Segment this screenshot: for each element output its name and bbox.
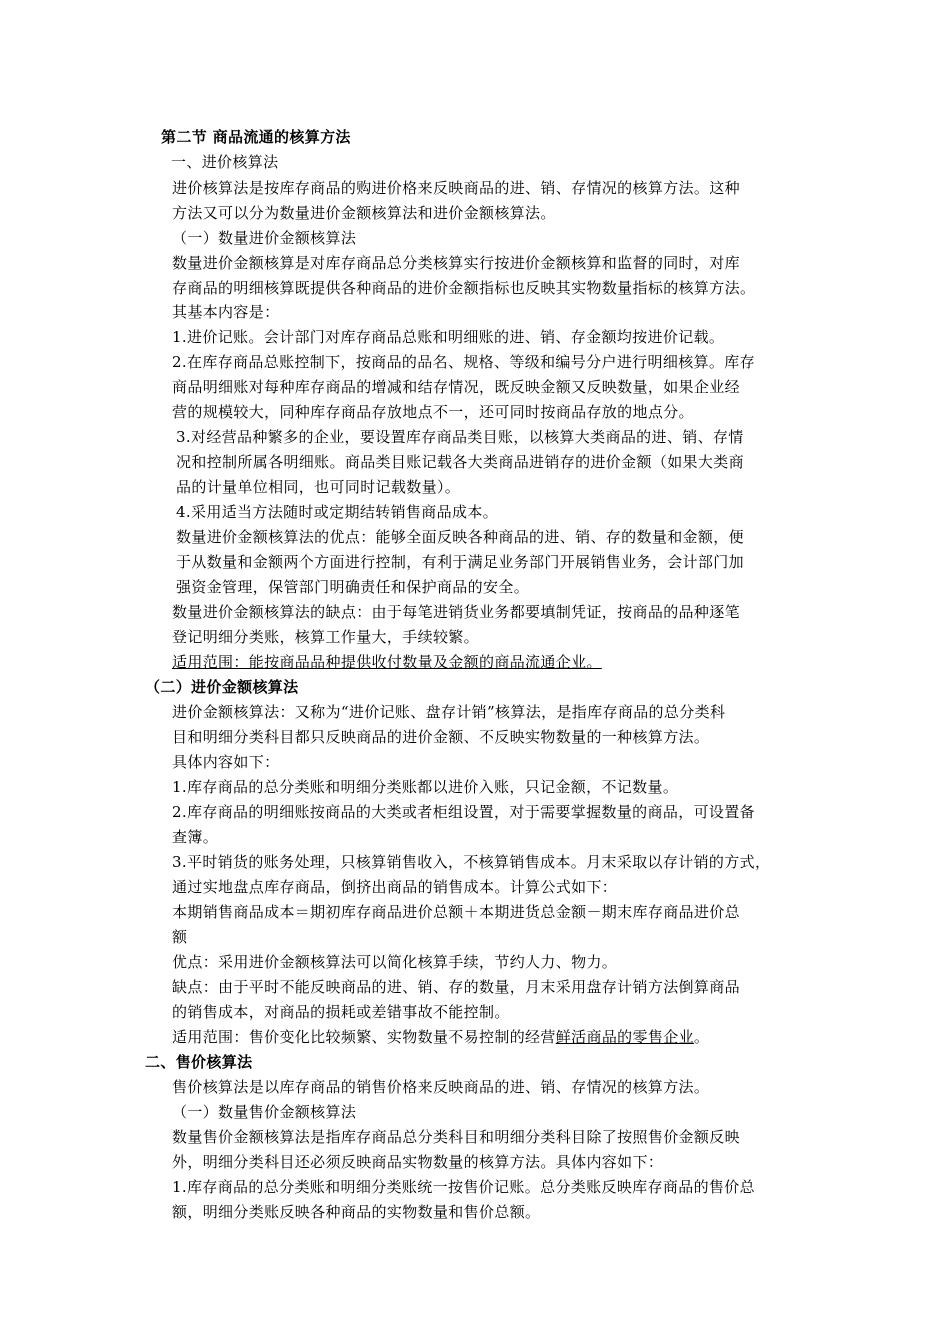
paragraph-line: 进价金额核算法：又称为“进价记账、盘存计销”核算法，是指库存商品的总分类科 bbox=[172, 703, 726, 721]
paragraph-line: 于从数量和金额两个方面进行控制，有利于满足业务部门开展销售业务，会计部门加 bbox=[176, 553, 744, 571]
list-item: 1.库存商品的总分类账和明细分类账统一按售价记账。总分类账反映库存商品的售价总 bbox=[172, 1178, 755, 1196]
formula-line: 额 bbox=[172, 928, 188, 946]
paragraph-line: 登记明细分类账，核算工作量大，手续较繁。 bbox=[172, 628, 480, 646]
list-item: 2.在库存商品总账控制下，按商品的品名、规格、等级和编号分户进行明细核算。库存 bbox=[172, 353, 755, 371]
list-item: 3.平时销货的账务处理，只核算销售收入，不核算销售成本。月末采取以存计销的方式， bbox=[172, 853, 771, 871]
paragraph-line: 售价核算法是以库存商品的销售价格来反映商品的进、销、存情况的核算方法。 bbox=[172, 1078, 710, 1096]
paragraph-line: 目和明细分类科目都只反映商品的进价金额、不反映实物数量的一种核算方法。 bbox=[172, 728, 710, 746]
paragraph-line: 数量进价金额核算是对库存商品总分类核算实行按进价金额核算和监督的同时，对库 bbox=[172, 254, 740, 272]
paragraph-line: 数量进价金额核算法的缺点：由于每笔进销货业务都要填制凭证，按商品的品种逐笔 bbox=[172, 603, 740, 621]
section-title: 第二节 商品流通的核算方法 bbox=[161, 128, 351, 146]
scope-prefix: 适用范围：售价变化比较频繁、实物数量不易控制的经营 bbox=[172, 1028, 556, 1046]
paragraph-line: 其基本内容是： bbox=[172, 303, 280, 321]
paragraph-line: 缺点：由于平时不能反映商品的进、销、存的数量，月末采用盘存计销方法倒算商品 bbox=[172, 978, 740, 996]
list-item: 品的计量单位相同，也可同时记载数量）。 bbox=[176, 478, 461, 496]
list-item: 查簿。 bbox=[172, 828, 219, 846]
paragraph-line: 强资金管理，保管部门明确责任和保护商品的安全。 bbox=[176, 578, 530, 596]
scope-line bbox=[172, 1027, 709, 1047]
heading-sale-price-method: 二、售价核算法 bbox=[145, 1053, 253, 1071]
paragraph-line: 存商品的明细核算既提供各种商品的进价金额指标也反映其实物数量指标的核算方法。 bbox=[172, 279, 756, 297]
subheading-purchase-amount: （二）进价金额核算法 bbox=[145, 678, 299, 696]
list-item: 4.采用适当方法随时或定期结转销售商品成本。 bbox=[176, 503, 499, 521]
paragraph-line: 的销售成本，对商品的损耗或差错事故不能控制。 bbox=[172, 1003, 510, 1021]
paragraph-line: 具体内容如下： bbox=[172, 753, 280, 771]
paragraph-line: 方法又可以分为数量进价金额核算法和进价金额核算法。 bbox=[172, 204, 556, 222]
scope-underlined: 鲜活商品的零售企业 bbox=[555, 1028, 694, 1046]
paragraph-line: 数量售价金额核算法是指库存商品总分类科目和明细分类科目除了按照售价金额反映 bbox=[172, 1128, 740, 1146]
list-item: 1.库存商品的总分类账和明细分类账都以进价入账，只记金额，不记数量。 bbox=[172, 778, 679, 796]
scope-line-underlined: 适用范围：能按商品品种提供收付数量及金额的商品流通企业。 bbox=[172, 653, 602, 671]
list-item: 商品明细账对每种库存商品的增减和结存情况，既反映金额又反映数量，如果企业经 bbox=[172, 378, 740, 396]
paragraph-line: 外，明细分类科目还必须反映商品实物数量的核算方法。具体内容如下： bbox=[172, 1153, 664, 1171]
list-item: 额，明细分类账反映各种商品的实物数量和售价总额。 bbox=[172, 1203, 541, 1221]
list-item: 通过实地盘点库存商品，倒挤出商品的销售成本。计算公式如下： bbox=[172, 878, 618, 896]
list-item: 3.对经营品种繁多的企业，要设置库存商品类目账，以核算大类商品的进、销、存情 bbox=[176, 428, 744, 446]
list-item: 2.库存商品的明细账按商品的大类或者柜组设置，对于需要掌握数量的商品，可设置备 bbox=[172, 803, 755, 821]
paragraph-line: 优点：采用进价金额核算法可以简化核算手续，节约人力、物力。 bbox=[172, 953, 618, 971]
subheading-quantity-purchase: （一）数量进价金额核算法 bbox=[172, 229, 357, 247]
list-item: 况和控制所属各明细账。商品类目账记载各大类商品进销存的进价金额（如果大类商 bbox=[176, 453, 744, 471]
paragraph-line: 数量进价金额核算法的优点：能够全面反映各种商品的进、销、存的数量和金额，便 bbox=[176, 528, 744, 546]
heading-purchase-price-method: 一、进价核算法 bbox=[171, 153, 279, 171]
formula-line: 本期销售商品成本＝期初库存商品进价总额＋本期进货总金额－期末库存商品进价总 bbox=[172, 903, 740, 921]
list-item: 1.进价记账。会计部门对库存商品总账和明细账的进、销、存金额均按进价记载。 bbox=[172, 328, 725, 346]
paragraph-line: 进价核算法是按库存商品的购进价格来反映商品的进、销、存情况的核算方法。这种 bbox=[172, 179, 740, 197]
list-item: 营的规模较大，同种库存商品存放地点不一，还可同时按商品存放的地点分。 bbox=[172, 403, 694, 421]
scope-suffix: 。 bbox=[693, 1028, 710, 1046]
subheading-quantity-sale: （一）数量售价金额核算法 bbox=[172, 1103, 357, 1121]
